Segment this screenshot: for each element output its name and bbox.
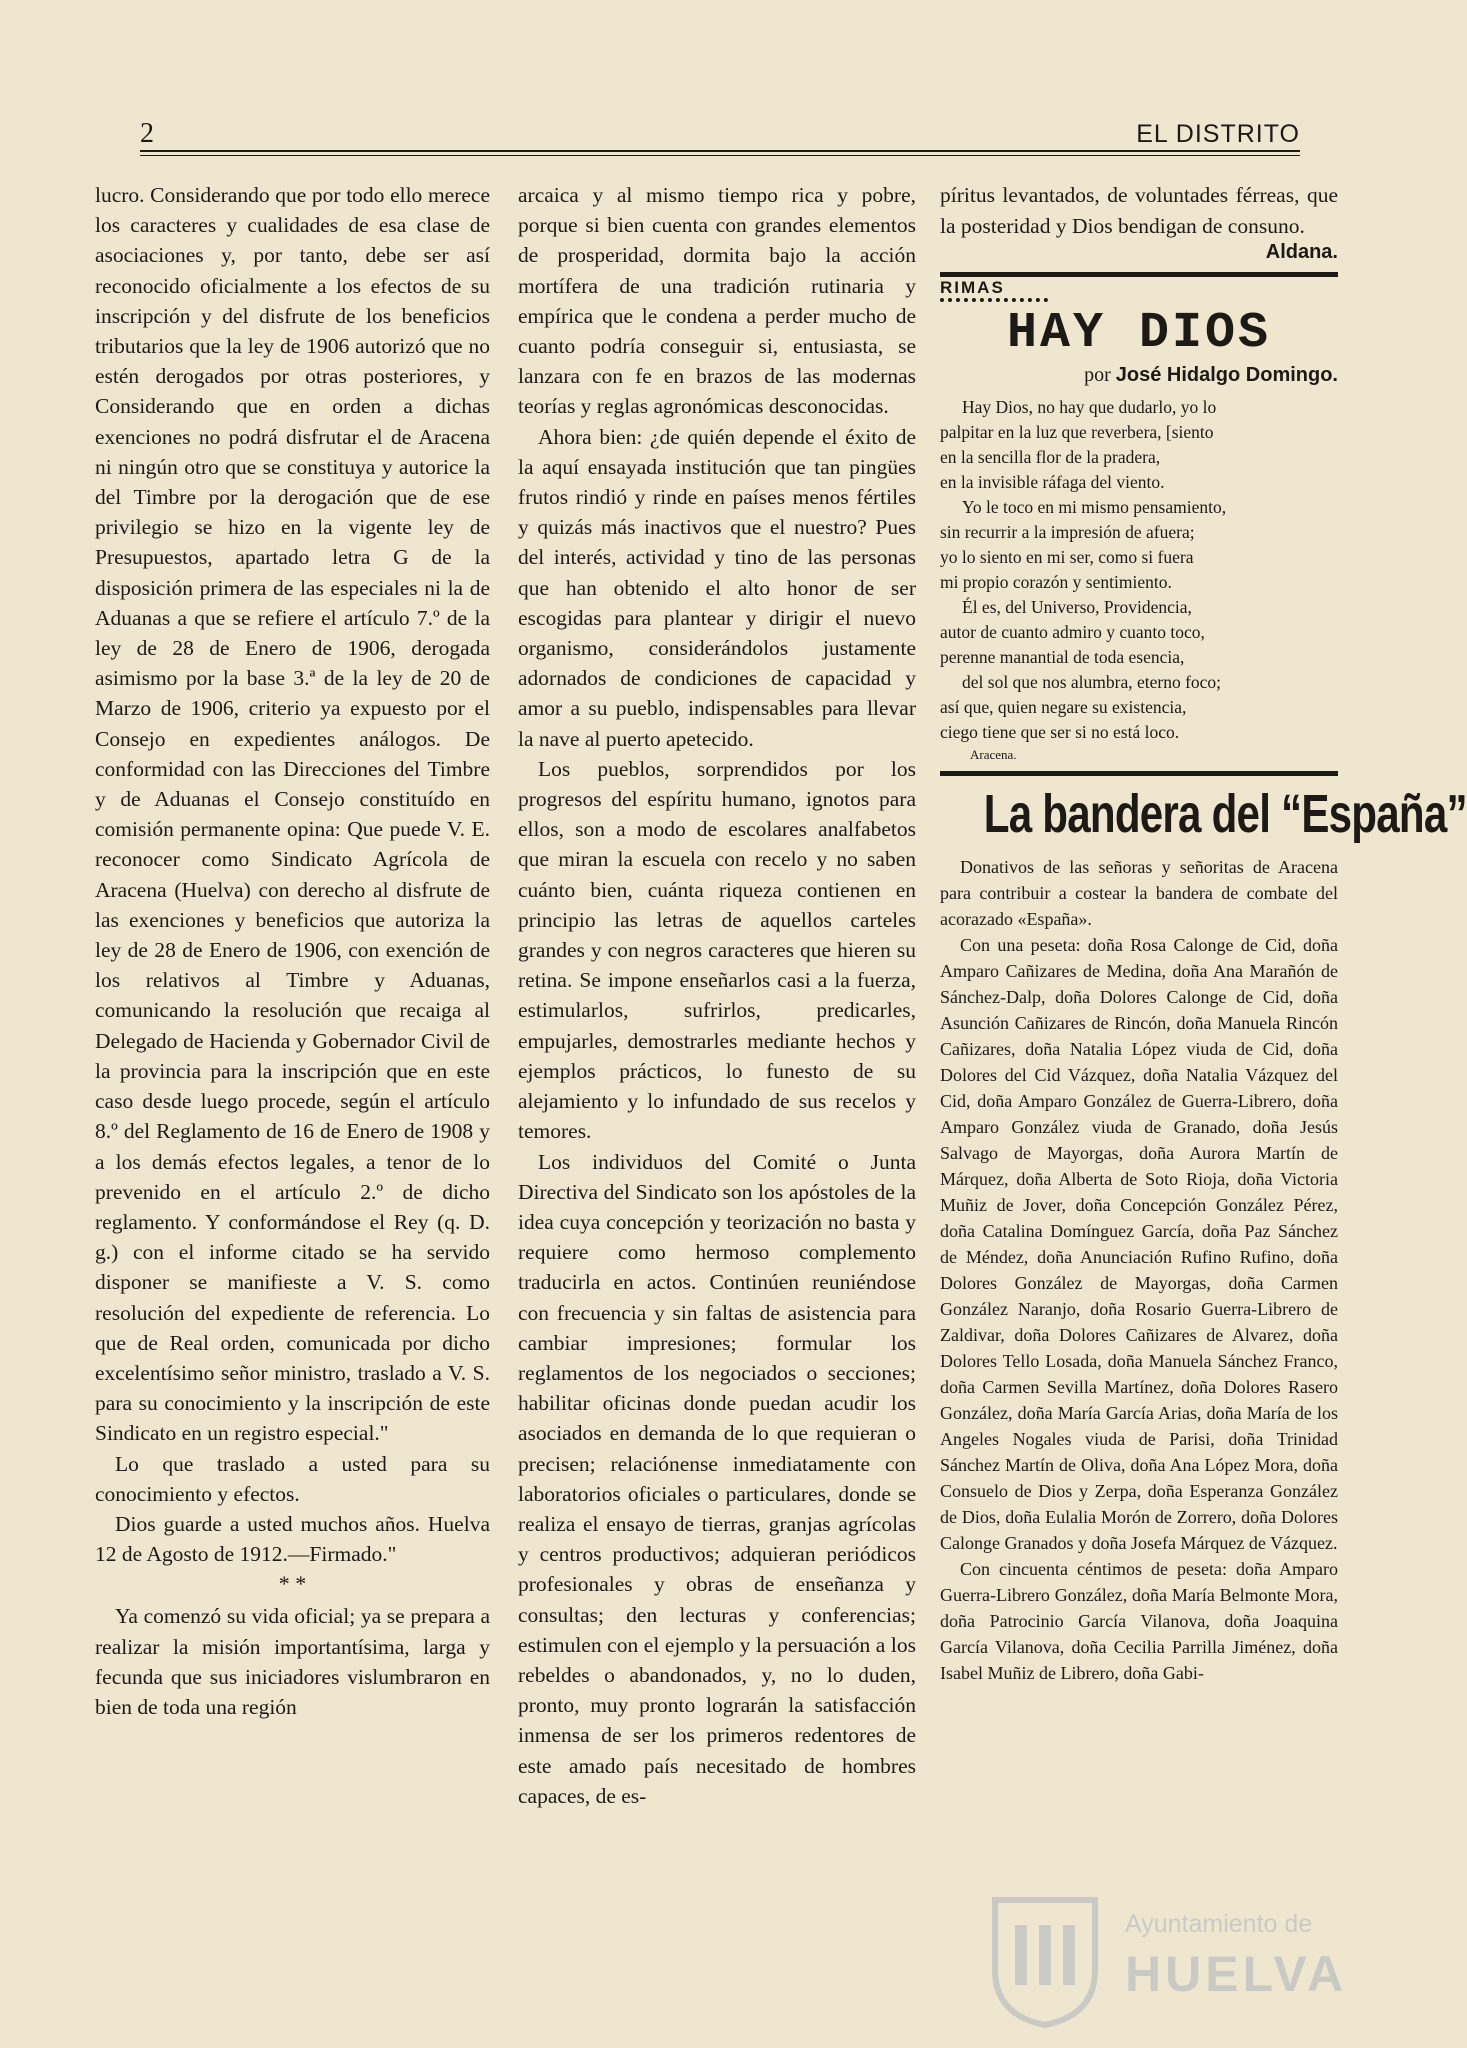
poem-line: yo lo siento en mi ser, como si fuera: [940, 547, 1194, 567]
poem-line: Hay Dios, no hay que dudarlo, yo lo: [962, 397, 1217, 417]
paragraph: arcaica y al mismo tiempo rica y pobre, porque si bien cuenta con grandes elementos de prosperidad, dormita bajo la acción mortífera de una tradición rutinaria y empírica que le condena a perder mucho de cuanto podría conseguir si, entusiasta, se lanzara con fe en brazos de las modernas teorías y reglas agronómicas desconocidas.: [518, 183, 916, 419]
poem-line: mi propio corazón y sentimiento.: [940, 572, 1172, 592]
column-3: [940, 180, 1467, 1686]
header-rule-thin: [140, 155, 1300, 156]
paragraph: Lo que traslado a usted para su conocimiento y efectos.: [95, 1451, 490, 1506]
section-label-rimas: RIMAS: [940, 278, 1005, 297]
article-ending: píritus levantados, de voluntades férreas, que la posteridad y Dios bendigan de consuno.: [940, 183, 1338, 238]
dotted-rule: [940, 298, 1048, 302]
poem-line: autor de cuanto admiro y cuanto toco,: [940, 622, 1205, 642]
page-number: 2: [140, 118, 154, 149]
poem-place: Aracena.: [970, 747, 1017, 762]
poem-byline: [940, 364, 1338, 387]
poem-line: así que, quien negare su existencia,: [940, 697, 1187, 717]
watermark-line-1: Ayuntamiento de: [1125, 1910, 1313, 1938]
column-2: [518, 180, 916, 1811]
paragraph: Con una peseta: doña Rosa Calonge de Cid, doña Amparo Cañizares de Medina, doña Ana Marañón de Sánchez-Dalp, doña Dolores Calonge de Cid, doña Asunción Cañizares de Rincón, doña Manuela Rincón Cañizares, doña Natalia López viuda de Cid, doña Dolores del Cid Vázquez, doña Natalia Vázquez del Cid, doña Amparo González de Guerra-Librero, doña Amparo González viuda de Granado, doña Jesús Salvago de Mayorgas, doña Aurora Martín de Márquez, doña Alberta de Soto Rioja, doña Victoria Muñiz de Jover, doña Concepción González Pérez, doña Catalina Domínguez García, doña Paz Sánchez de Méndez, doña Anunciación Rufino Rufino, doña Dolores González de Mayorgas, doña Carmen González Naranjo, doña Rosario Guerra-Librero de Zaldivar, doña Dolores Cañizares de Alvarez, doña Dolores Tello Losada, doña Manuela Sánchez Franco, doña Carmen Sevilla Martínez, doña Dolores Rasero González, doña María García Arias, doña María de los Angeles Nogales viuda de Parisi, doña Trinidad Sánchez Martín de Oliva, doña Ana López Mora, doña Consuelo de Dios y Zerpa, doña Esperanza González de Dios, doña Eulalia Morón de Zorrero, doña Dolores Calonge Granados y doña Josefa Márquez de Vázquez.: [940, 935, 1338, 1553]
running-header: [140, 118, 1300, 158]
donations-headline: La bandera del “España”: [983, 784, 1467, 844]
section-separator: * *: [278, 1571, 307, 1597]
byline-author: José Hidalgo Domingo.: [1115, 364, 1338, 386]
paragraph: Donativos de las señoras y señoritas de Aracena para contribuir a costear la bandera de combate del acorazado «España».: [940, 857, 1338, 929]
coat-of-arms-icon: [985, 1890, 1105, 2030]
paragraph: Los individuos del Comité o Junta Directiva del Sindicato son los apóstoles de la idea cuya concepción y teorización no basta y requiere como hermoso complemento traducirla en actos. Continúen reuniéndose con frecuencia y sin faltas de asistencia para cambiar impresiones; formular los reglamentos de los negociados o secciones; habilitar oficinas donde puedan acudir los asociados en demanda de lo que requieran o precisen; relaciónense inmediatamente con laboratorios oficiales o particulares, donde se realiza el ensayo de tierras, granjas agrícolas y centros productivos; adquieran periódicos profesionales y obras de enseñanza y consultas; den lecturas y conferencias; estimulen con el ejemplo y la persuación a los rebeldes o abandonados, y, no lo duden, pronto, muy pronto lograrán la satisfacción inmensa de ser los primeros redentores de este amado país necesitado de hombres capaces, de es-: [518, 1149, 916, 1808]
poem-line: palpitar en la luz que reverbera, [siento: [940, 422, 1214, 442]
poem-line: perenne manantial de toda esencia,: [940, 647, 1185, 667]
byline-prefix: por: [1084, 364, 1111, 386]
section-rule: [940, 771, 1338, 776]
paragraph: Ya comenzó su vida oficial; ya se prepara a realizar la misión importantísima, larga y fecunda que sus iniciadores vislumbraron en bien de toda una región: [95, 1604, 490, 1719]
poem-body: [940, 395, 1338, 745]
paragraph: Los pueblos, sorprendidos por los progresos del espíritu humano, ignotos para ellos, son a modo de escolares analfabetos que miran la escuela con recelo y no saben cuánto bien, cuánta riqueza contienen en principio las letras de aquellos carteles grandes y con negros caracteres que hieren su retina. Se impone enseñarlos casi a la fuerza, estimularlos, sufrirlos, predicarles, empujarles, demostrarles mediante hechos y ejemplos prácticos, lo funesto de su alejamiento y lo infundado de sus recelos y temores.: [518, 756, 916, 1144]
paragraph: lucro. Considerando que por todo ello merece los caracteres y cualidades de esa clase de asociaciones y, por tanto, debe ser así reconocido oficialmente a los efectos de su inscripción y del disfrute de los beneficios tributarios que la ley de 1906 autorizó que no estén derogados por otras posteriores, y Considerando que en orden a dichas exenciones no podrá disfrutar el de Aracena ni ningún otro que se constituya y autorice la del Timbre por la derogación que de ese privilegio se hizo en la vigente ley de Presupuestos, apartado letra G de la disposición primera de las especiales ni la de Aduanas a que se refiere el artículo 7.º de la ley de 28 de Enero de 1906, derogada asimismo por la base 3.ª de la ley de 20 de Marzo de 1906, criterio ya expuesto por el Consejo en expedientes análogos. De conformidad con las Direcciones del Timbre y de Aduanas el Consejo constituído en comisión permanente opina: Que puede V. E. reconocer como Sindicato Agrícola de Aracena (Huelva) con derecho al disfrute de las exenciones y beneficios que autoriza la ley de 28 de Enero de 1906, con exención de los relativos al Timbre y Aduanas, comunicando la resolución que recaiga al Delegado de Hacienda y Gobernador Civil de la provincia para la inscripción que en este caso desde luego procede, según el artículo 8.º del Reglamento de 16 de Enero de 1908 y a los demás efectos legales, a tenor de lo prevenido en el artículo 2.º de dicho reglamento. Y conformándose el Rey (q. D. g.) con el informe citado se ha servido disponer se manifieste a V. S. como resolución del expediente de referencia. Lo que de Real orden, comunicada por dicho excelentísimo señor ministro, traslado a V. S. para su conocimiento y la inscripción de este Sindicato en un registro especial.": [95, 183, 490, 1446]
archive-watermark: [985, 1890, 1348, 2030]
paragraph: Con cincuenta céntimos de peseta: doña Amparo Guerra-Librero González, doña María Belmonte Mora, doña Patrocinio García Vilanova, doña Joaquina García Vilanova, doña Cecilia Parrilla Jiménez, doña Isabel Muñiz de Librero, doña Gabi-: [940, 1559, 1338, 1683]
poem-line: en la sencilla flor de la pradera,: [940, 447, 1161, 467]
masthead-title: EL DISTRITO: [1136, 120, 1300, 148]
poem-line: Él es, del Universo, Providencia,: [962, 597, 1192, 617]
paragraph: Dios guarde a usted muchos años. Huelva 12 de Agosto de 1912.—Firmado.": [95, 1511, 490, 1567]
article-signature: Aldana.: [1265, 241, 1338, 263]
section-rule: [940, 272, 1338, 277]
poem-line: ciego tiene que ser si no está loco.: [940, 722, 1180, 742]
watermark-line-2: HUELVA: [1125, 1946, 1348, 2002]
poem-line: en la invisible ráfaga del viento.: [940, 472, 1165, 492]
poem-line: del sol que nos alumbra, eterno foco;: [962, 672, 1222, 692]
donations-body: [940, 854, 1338, 1686]
poem-title: HAY DIOS: [1006, 305, 1272, 362]
header-rule: [140, 150, 1300, 152]
poem-line: sin recurrir a la impresión de afuera;: [940, 522, 1195, 542]
paragraph: Ahora bien: ¿de quién depende el éxito de la aquí ensayada institución que tan pingües frutos rindió y rinde en países menos fértiles y quizás más inactivos que el nuestro? Pues del interés, actividad y tino de las personas que han obtenido el alto honor de ser escogidas para plantear y dirigir el nuevo organismo, considerándolos justamente adornados de condiciones de capacidad y amor a su pueblo, indispensables para llevar la nave al puerto apetecido.: [518, 424, 916, 751]
poem-line: Yo le toco en mi mismo pensamiento,: [962, 497, 1227, 517]
column-1: [95, 180, 490, 1722]
